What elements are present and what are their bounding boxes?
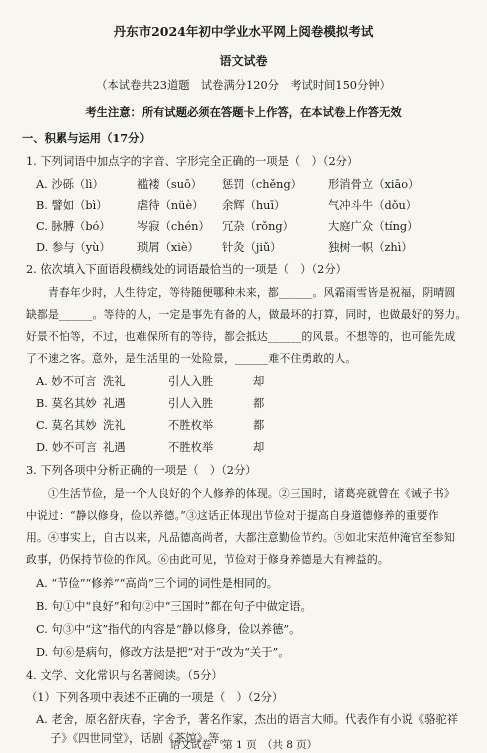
q3-stem: 3. 下列各项中分析正确的一项是（ ）（2分） <box>26 464 257 477</box>
q1-option-d <box>36 240 476 255</box>
q2-option-c <box>36 418 336 433</box>
q1-c-3: 冗杂（rǒng） <box>222 220 294 233</box>
q2-passage-line: 青春年少时，人生待定，等待随便哪种未来，都______。风霜雨雪皆是祝福，阴晴圆 <box>26 286 456 299</box>
exam-title: 丹东市2024年初中学业水平网上阅卷模拟考试 <box>113 24 374 39</box>
q2-b-1: B. 莫名其妙 <box>36 397 97 410</box>
q1-d-1: D. 参与（yù） <box>36 241 111 254</box>
q1-c-1: C. 脉膊（bó） <box>36 220 111 233</box>
q1-b-2: 虐待（nüè） <box>137 199 204 212</box>
q2-option-a <box>36 374 336 389</box>
q1-c-4: 大庭广众（tíng） <box>328 220 419 233</box>
q1-b-1: B. 譬如（bì） <box>36 199 108 212</box>
q3-passage-line: 政事，仍保持节俭的作风。⑥由此可见，节俭对于修身养德是大有裨益的。 <box>26 553 389 566</box>
q1-a-3: 惩罚（chěng） <box>222 178 302 191</box>
q4-option-a-line1: A. 老舍，原名舒庆春，字舍予，著名作家，杰出的语言大师。代表作有小说《骆驼祥 <box>36 713 459 726</box>
q1-stem: 1. 下列词语中加点字的字音、字形完全正确的一项是（ ）（2分） <box>26 155 359 168</box>
q2-d-1: D. 妙不可言 <box>36 441 98 454</box>
q2-a-1: A. 妙不可言 <box>36 375 97 388</box>
q2-b-3: 引人入胜 <box>168 397 214 410</box>
q1-a-4: 形消骨立（xiāo） <box>328 178 420 191</box>
q2-b-2: 礼遇 <box>103 397 126 410</box>
q2-c-1: C. 莫名其妙 <box>36 419 97 432</box>
q1-a-2: 褴褛（suō） <box>137 178 203 191</box>
q2-option-b <box>36 396 336 411</box>
q3-passage-line: 用。④事实上，自古以来，凡品德高尚者，大都注意勤俭节约。⑤如北宋范仲淹官至参知 <box>26 531 455 544</box>
page-footer: 语文试卷 第 1 页 （共 8 页） <box>169 739 318 751</box>
q4-sub1-stem: （1）下列各项中表述不正确的一项是（ ）（2分） <box>26 691 284 704</box>
q3-option-a: A. “节俭”“修养”“高尚”三个词的词性是相同的。 <box>36 577 279 590</box>
q2-c-2: 洗礼 <box>103 419 126 432</box>
q1-d-2: 琐屑（xiè） <box>137 241 199 254</box>
q1-a-1: A. 沙砾（lì） <box>36 178 104 191</box>
exam-notice: 考生注意：所有试题必须在答题卡上作答，在本试卷上作答无效 <box>85 105 402 119</box>
exam-info: （本试卷共23道题 试卷满分120分 考试时间150分钟） <box>96 79 391 92</box>
q3-option-d: D. 句⑥是病句，修改方法是把“对于”改为“关于”。 <box>36 646 290 659</box>
q2-a-4: 却 <box>253 375 265 388</box>
q2-c-4: 都 <box>253 419 265 432</box>
q2-b-4: 都 <box>253 397 265 410</box>
q2-d-2: 礼遇 <box>103 441 126 454</box>
q1-c-2: 岑寂（chén） <box>137 220 210 233</box>
q1-option-a <box>36 177 476 192</box>
q2-a-2: 洗礼 <box>103 375 126 388</box>
q1-d-4: 独树一帜（zhì） <box>328 241 413 254</box>
q1-b-4: 气冲斗牛（dǒu） <box>328 199 418 212</box>
q2-d-3: 不胜枚举 <box>168 441 214 454</box>
q4-stem: 4. 文学、文化常识与名著阅读。（5分） <box>26 669 223 682</box>
q3-option-b: B. 句①中“良好”和句②中“三国时”都在句子中做定语。 <box>36 600 312 613</box>
q3-passage-line: ①生活节俭，是一个人良好的个人修养的体现。②三国时，诸葛亮就曾在《诫子书》 <box>26 487 455 500</box>
q3-option-c: C. 句③中“这”指代的内容是“静以修身，俭以养德”。 <box>36 623 301 636</box>
q1-b-3: 余辉（huī） <box>222 199 286 212</box>
q3-passage-line: 中说过：“静以修身，俭以养德。”③这话正体现出节俭对于提高自身道德修养的重要作 <box>26 509 439 522</box>
q2-stem: 2. 依次填入下面语段横线处的词语最恰当的一项是（ ）（2分） <box>26 263 347 276</box>
q2-passage-line: 好景不怕等，不过，也难保所有的等待，都会抵达______的风景。不想等的，也可能先成 <box>26 330 456 343</box>
q1-option-c <box>36 219 476 234</box>
q2-d-4: 却 <box>253 441 265 454</box>
q2-passage-line: 了不速之客。意外，是生活里的一处险景，______难不住勇敢的人。 <box>26 352 357 365</box>
q1-option-b <box>36 198 476 213</box>
q2-option-d <box>36 440 336 455</box>
paper-subtitle: 语文试卷 <box>219 54 268 68</box>
q2-a-3: 引人入胜 <box>168 375 214 388</box>
q2-passage-line: 缺都是______。等待的人，一定是事先有备的人，做最坏的打算，同时，也做最好的努力。 <box>26 308 467 321</box>
q4-option-a-line2: 子》《四世同堂》，话剧《茶馆》等。 <box>50 732 231 745</box>
section-heading: 一、积累与运用（17分） <box>22 131 151 145</box>
q1-d-3: 针灸（jiǔ） <box>222 241 282 254</box>
q2-c-3: 不胜枚举 <box>168 419 214 432</box>
